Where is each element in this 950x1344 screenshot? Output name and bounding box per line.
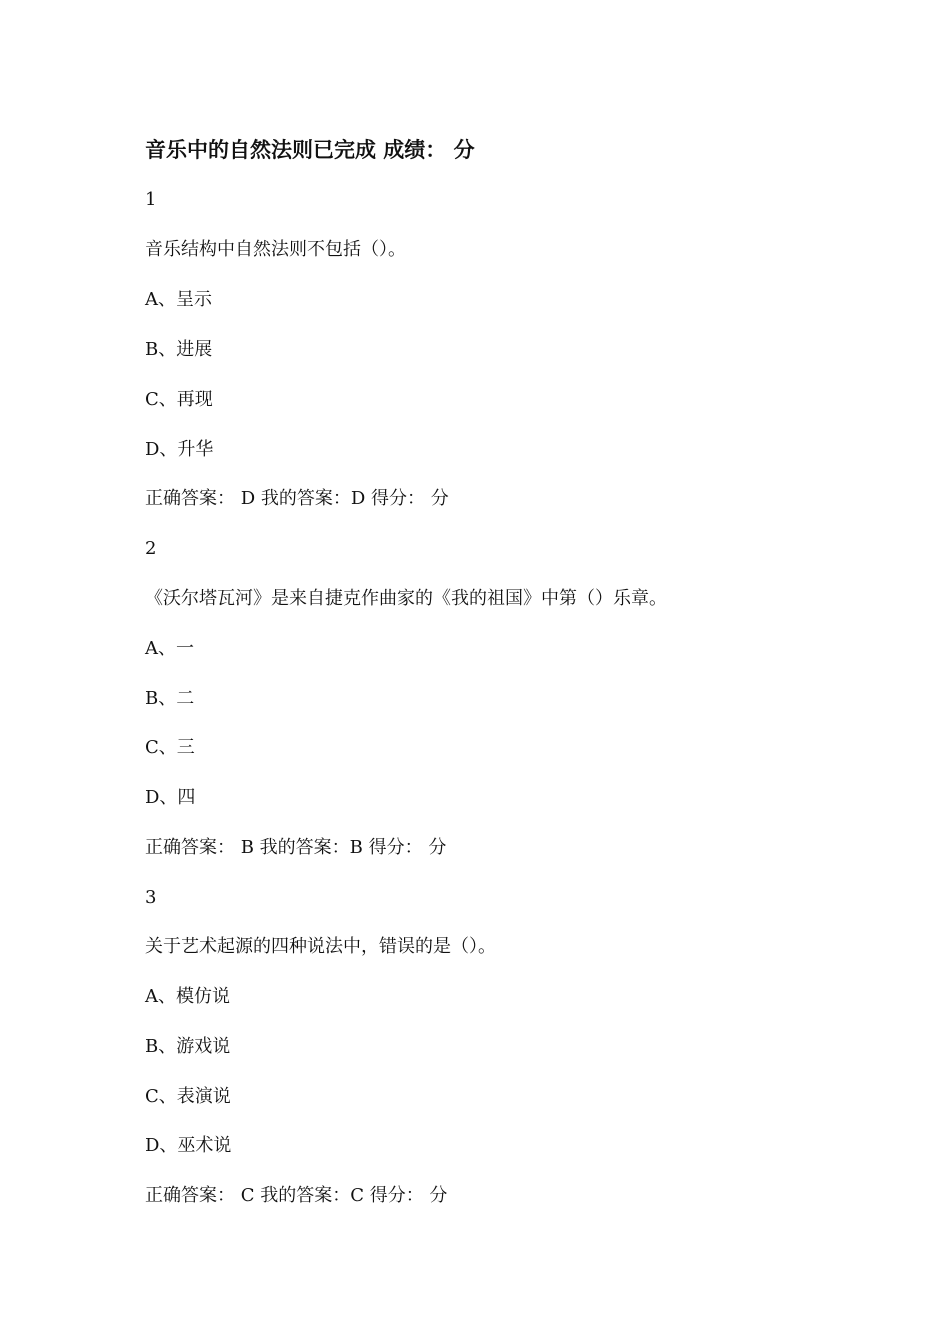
question-stem: 关于艺术起源的四种说法中，错误的是（）。 — [145, 936, 496, 957]
answer-result: 正确答案： C 我的答案：C 得分： 分 — [145, 1185, 448, 1206]
question-stem: 音乐结构中自然法则不包括（）。 — [145, 239, 406, 260]
option-d: D、巫术说 — [145, 1135, 232, 1156]
option-b: B、进展 — [145, 339, 213, 360]
option-c: C、三 — [145, 737, 195, 758]
page-title: 音乐中的自然法则已完成 成绩： 分 — [145, 137, 475, 162]
option-a: A、呈示 — [145, 289, 212, 310]
question-stem: 《沃尔塔瓦河》是来自捷克作曲家的《我的祖国》中第（）乐章。 — [145, 588, 667, 609]
option-d: D、四 — [145, 787, 196, 808]
option-a: A、模仿说 — [145, 986, 230, 1007]
answer-result: 正确答案： D 我的答案：D 得分： 分 — [145, 488, 449, 509]
answer-result: 正确答案： B 我的答案：B 得分： 分 — [145, 837, 447, 858]
option-c: C、表演说 — [145, 1086, 231, 1107]
question-number: 1 — [145, 189, 157, 210]
question-number: 2 — [145, 538, 157, 559]
option-a: A、一 — [145, 638, 194, 659]
option-b: B、游戏说 — [145, 1036, 231, 1057]
option-d: D、升华 — [145, 439, 214, 460]
question-number: 3 — [145, 887, 157, 908]
option-b: B、二 — [145, 688, 195, 709]
option-c: C、再现 — [145, 389, 213, 410]
